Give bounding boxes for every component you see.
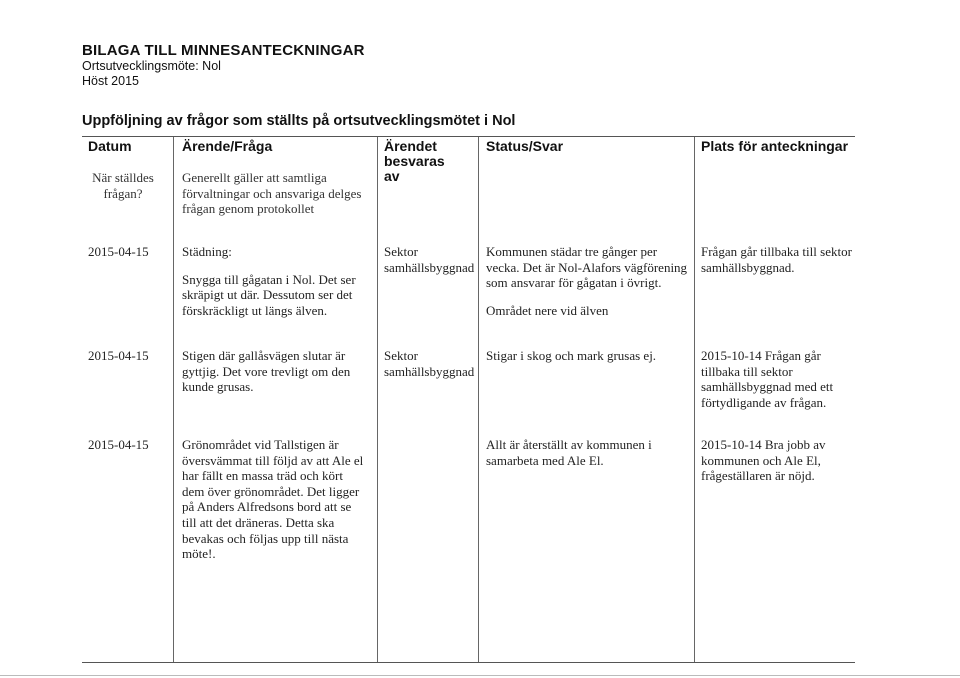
row1-status	[486, 244, 691, 318]
row1-issue	[182, 244, 372, 318]
column-title: Status/Svar	[486, 138, 564, 154]
row3-issue: Grönområdet vid Tallstigen är översvämmat till följd av att Ale el har fällt en massa träd och kört dem över grönområdet. Det ligger på Anders Alfredsons bord att se till att det dräneras. Detta ska bevakas och följas upp till nästa möte!.	[182, 437, 364, 562]
row1-status-text-2: Området nere vid älven	[486, 302, 609, 318]
row2-notes: 2015-10-14 Frågan går tillbaka till sektor samhällsbyggnad med ett förtydligande av frågan.	[701, 348, 834, 410]
row1-status-text: Kommunen städar tre gånger per vecka. Det är Nol-Alafors vägförening som ansvarar för gågatan i övrigt.	[486, 244, 688, 291]
row1-notes: Frågan går tillbaka till sektor samhällsbyggnad.	[701, 244, 852, 275]
row2-date: 2015-04-15	[88, 348, 149, 363]
column-header-responsible	[384, 139, 476, 184]
row1-date: 2015-04-15	[88, 244, 149, 259]
column-divider	[694, 137, 695, 662]
table-top-border	[82, 136, 855, 137]
row1-issue-title: Städning:	[182, 244, 232, 259]
row3-date: 2015-04-15	[88, 437, 149, 452]
column-header-status	[486, 139, 686, 154]
column-title: Ärende/Fråga	[182, 138, 273, 154]
row1-responsible: Sektor samhällsbyggnad	[384, 244, 475, 275]
column-header-issue	[182, 139, 374, 217]
column-divider	[478, 137, 479, 662]
row3-notes: 2015-10-14 Bra jobb av kommunen och Ale El, frågeställaren är nöjd.	[701, 437, 826, 484]
column-title: Ärendet besvaras av	[384, 138, 445, 184]
column-divider	[173, 137, 174, 662]
column-divider	[377, 137, 378, 662]
column-subtitle: När ställdes frågan?	[92, 170, 154, 201]
page-bottom-edge	[0, 675, 960, 676]
row2-status: Stigar i skog och mark grusas ej.	[486, 348, 657, 363]
table-bottom-border	[82, 662, 855, 663]
column-subtitle: Generellt gäller att samtliga förvaltningar och ansvariga delges frågan genom protokollet	[182, 170, 362, 216]
row3-status: Allt är återställt av kommunen i samarbeta med Ale El.	[486, 437, 652, 468]
column-title: Datum	[88, 138, 132, 154]
meeting-season: Höst 2015	[82, 74, 139, 88]
section-title: Uppföljning av frågor som ställts på ortsutvecklingsmötet i Nol	[82, 113, 516, 129]
row1-issue-text: Snygga till gågatan i Nol. Det ser skräpigt ut där. Dessutom ser det förskräckligt ut längs älven.	[182, 271, 356, 318]
column-header-notes	[701, 139, 861, 154]
column-header-date	[88, 139, 172, 201]
row2-responsible: Sektor samhällsbyggnad	[384, 348, 475, 379]
document-header	[82, 42, 365, 89]
meeting-name: Ortsutvecklingsmöte: Nol	[82, 59, 221, 73]
row2-issue: Stigen där gallåsvägen slutar är gyttjig. Det vore trevligt om den kunde grusas.	[182, 348, 351, 395]
document-title: BILAGA TILL MINNESANTECKNINGAR	[82, 42, 365, 59]
column-title: Plats för anteckningar	[701, 138, 849, 154]
